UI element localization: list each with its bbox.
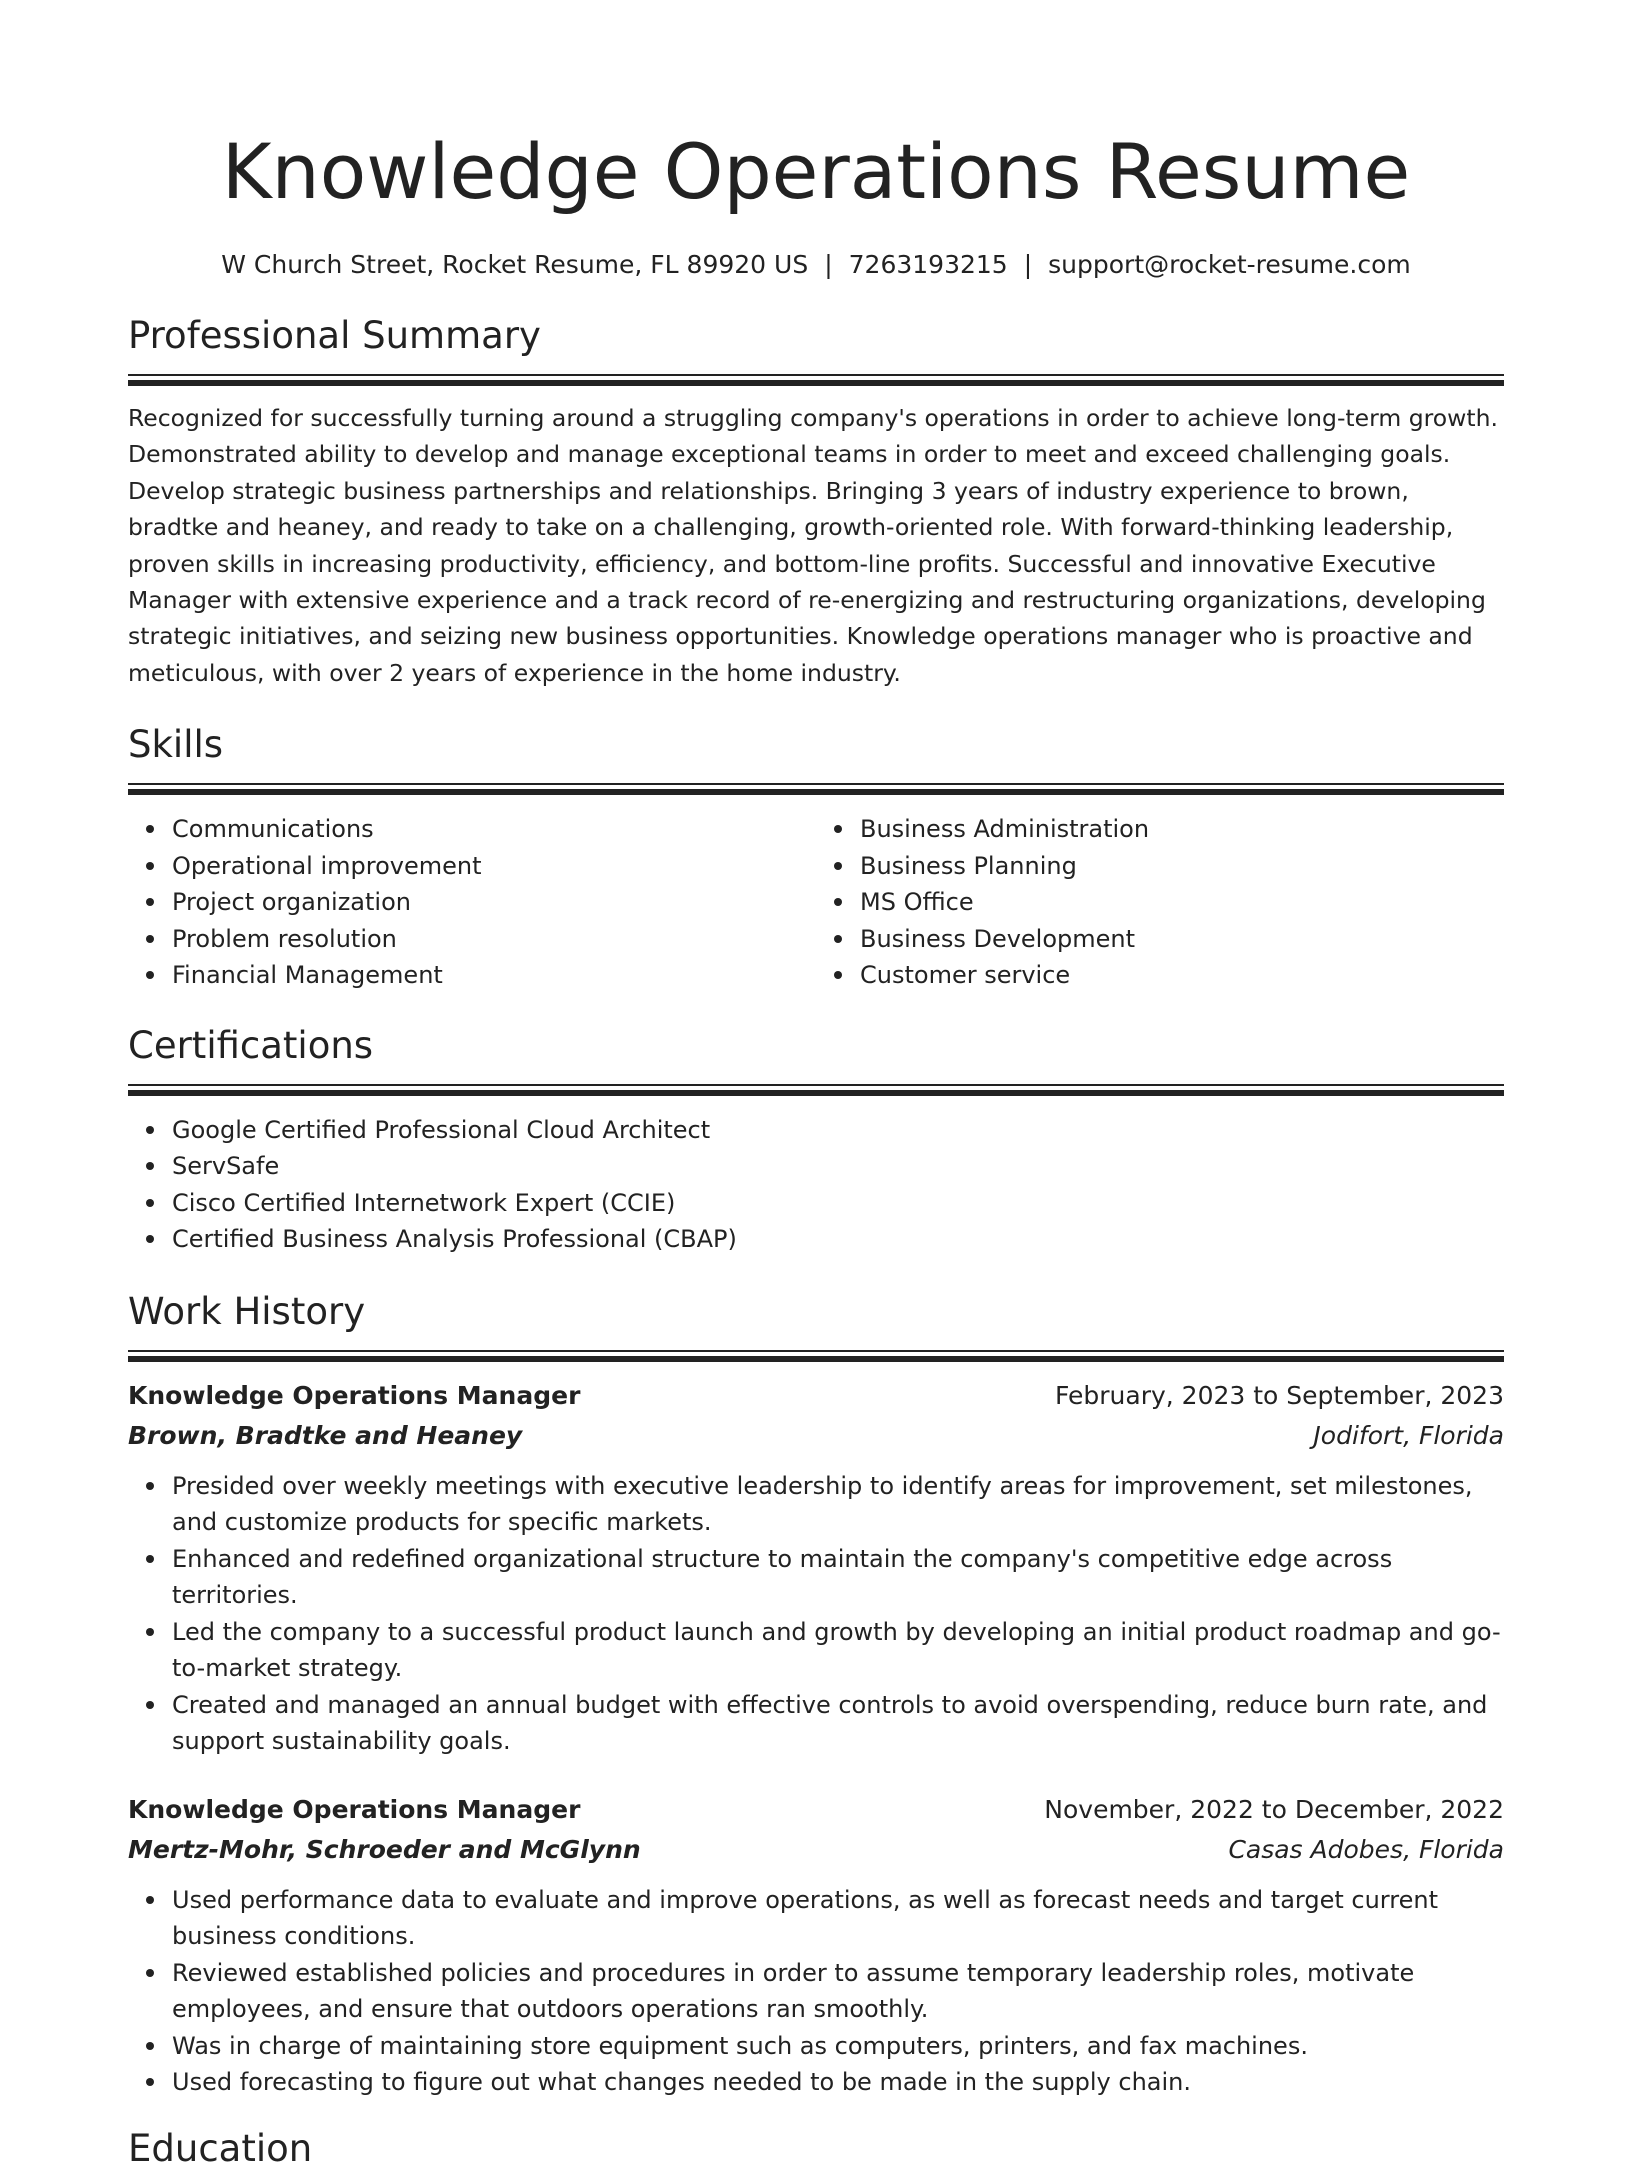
certifications-list <box>128 1112 1504 1258</box>
job-title: Knowledge Operations Manager <box>128 1794 581 1824</box>
job-company: Brown, Bradtke and Heaney <box>128 1420 523 1450</box>
section-divider <box>128 1084 1504 1086</box>
skill-item: Problem resolution <box>172 921 816 958</box>
contact-separator: | <box>824 250 833 279</box>
job-entry <box>128 1376 1504 1760</box>
skill-item: Business Development <box>860 921 1504 958</box>
skill-item: Project organization <box>172 884 816 921</box>
job-company: Mertz-Mohr, Schroeder and McGlynn <box>128 1834 641 1864</box>
contact-phone: 7263193215 <box>848 250 1008 279</box>
education-section <box>128 2125 1504 2173</box>
section-title-certifications: Certifications <box>128 1023 374 1067</box>
job-bullet: Led the company to a successful product launch and growth by developing an initial product roadmap and go-to-market strategy. <box>172 1614 1504 1687</box>
skill-item: Communications <box>172 811 816 848</box>
section-divider <box>128 1350 1504 1352</box>
contact-separator: | <box>1023 250 1033 279</box>
job-location: Casas Adobes, Florida <box>1228 1834 1504 1864</box>
certifications-section <box>128 1022 1504 1258</box>
job-bullets <box>128 1882 1504 2101</box>
job-bullet: Presided over weekly meetings with executive leadership to identify areas for improvement, set milestones, and customize products for specific markets. <box>172 1468 1504 1541</box>
contact-address: W Church Street, Rocket Resume, FL 89920 US <box>221 250 809 279</box>
job-dates: February, 2023 to September, 2023 <box>1055 1380 1504 1410</box>
job-dates: November, 2022 to December, 2022 <box>1044 1794 1504 1824</box>
job-subheader <box>128 1830 1504 1870</box>
section-title-work-history: Work History <box>128 1289 366 1333</box>
job-header <box>128 1376 1504 1416</box>
skills-list-right <box>816 811 1504 994</box>
summary-text: Recognized for successfully turning around a struggling company's operations in order to achieve long-term growth. Demonstrated ability to develop and manage exceptional teams in order to meet and exceed challenging goals. Develop strategic business partnerships and relationships. Bringing 3 years of industry experience to brown, bradtke and heaney, and ready to take on a challenging, growth-oriented role. With forward-thinking leadership, proven skills in increasing productivity, efficiency, and bottom-line profits. Successful and innovative Executive Manager with extensive experience and a track record of re-energizing and restructuring organizations, developing strategic initiatives, and seizing new business opportunities. Knowledge operations manager who is proactive and meticulous, with over 2 years of experience in the home industry. <box>128 404 1498 687</box>
section-divider-thick <box>128 1090 1504 1096</box>
skill-item: Operational improvement <box>172 848 816 885</box>
job-bullet: Used performance data to evaluate and improve operations, as well as forecast needs and target current business conditions. <box>172 1882 1504 1955</box>
section-title-summary: Professional Summary <box>128 314 541 357</box>
skill-item: Business Planning <box>860 848 1504 885</box>
summary-section <box>128 312 1504 691</box>
section-divider-thick <box>128 1356 1504 1362</box>
job-header <box>128 1790 1504 1830</box>
work-history-section <box>128 1288 1504 2101</box>
skills-list-left <box>128 811 816 994</box>
section-title-skills: Skills <box>128 723 224 767</box>
skills-grid <box>128 811 1504 994</box>
skill-item: MS Office <box>860 884 1504 921</box>
certification-item: ServSafe <box>172 1148 1504 1185</box>
skill-item: Customer service <box>860 957 1504 994</box>
job-bullet: Created and managed an annual budget with effective controls to avoid overspending, reduce burn rate, and support sustainability goals. <box>172 1687 1504 1760</box>
job-bullet: Reviewed established policies and procedures in order to assume temporary leadership roles, motivate employees, and ensure that outdoors operations ran smoothly. <box>172 1955 1504 2028</box>
certification-item: Google Certified Professional Cloud Architect <box>172 1112 1504 1149</box>
skill-item: Financial Management <box>172 957 816 994</box>
job-title: Knowledge Operations Manager <box>128 1380 581 1410</box>
resume-name: Knowledge Operations Resume <box>221 127 1411 216</box>
section-divider <box>128 374 1504 376</box>
job-subheader <box>128 1416 1504 1456</box>
section-title-education: Education <box>128 2126 313 2170</box>
job-bullet: Used forecasting to figure out what changes needed to be made in the supply chain. <box>172 2064 1504 2101</box>
job-bullet: Enhanced and redefined organizational structure to maintain the company's competitive edge across territories. <box>172 1541 1504 1614</box>
certification-item: Cisco Certified Internetwork Expert (CCIE) <box>172 1185 1504 1222</box>
contact-line <box>128 248 1504 282</box>
skill-item: Business Administration <box>860 811 1504 848</box>
section-divider-thick <box>128 789 1504 795</box>
resume-page <box>128 0 1504 2173</box>
section-divider-thick <box>128 380 1504 386</box>
job-entry <box>128 1790 1504 2101</box>
skills-section <box>128 721 1504 994</box>
certification-item: Certified Business Analysis Professional (CBAP) <box>172 1221 1504 1258</box>
contact-email[interactable]: support@rocket-resume.com <box>1048 250 1411 279</box>
job-location: Jodifort, Florida <box>1313 1420 1504 1450</box>
section-divider <box>128 783 1504 785</box>
job-bullet: Was in charge of maintaining store equipment such as computers, printers, and fax machines. <box>172 2028 1504 2065</box>
job-bullets <box>128 1468 1504 1760</box>
